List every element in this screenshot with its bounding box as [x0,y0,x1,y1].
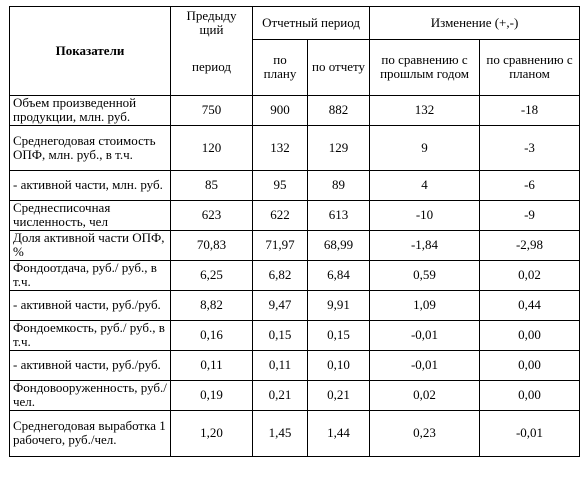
cell-previous: 1,20 [171,410,253,456]
row-name: Среднесписочная численность, чел [10,200,171,230]
cell-plan: 0,11 [253,350,308,380]
table-row [10,125,580,170]
cell-vs-previous: 4 [370,170,480,200]
table-row [10,410,580,456]
cell-vs-previous: -0,01 [370,320,480,350]
cell-actual: 613 [308,200,370,230]
cell-previous: 85 [171,170,253,200]
cell-plan: 622 [253,200,308,230]
cell-vs-previous: -10 [370,200,480,230]
cell-vs-previous: 9 [370,125,480,170]
cell-vs-plan: 0,44 [480,290,580,320]
cell-previous: 70,83 [171,230,253,260]
cell-previous: 6,25 [171,260,253,290]
cell-actual: 0,21 [308,380,370,410]
cell-vs-plan: -0,01 [480,410,580,456]
cell-vs-plan: -18 [480,95,580,125]
header-vs-previous-year: по сравнению с прошлым годом [370,39,480,95]
header-indicators: Показатели [10,7,171,96]
row-name: - активной части, млн. руб. [10,170,171,200]
row-name: Фондоотдача, руб./ руб., в т.ч. [10,260,171,290]
cell-plan: 95 [253,170,308,200]
table-row [10,350,580,380]
indicators-table [9,6,580,457]
cell-actual: 0,15 [308,320,370,350]
row-name: Фондоемкость, руб./ руб., в т.ч. [10,320,171,350]
cell-vs-previous: 0,59 [370,260,480,290]
header-change: Изменение (+,-) [370,7,580,40]
cell-previous: 8,82 [171,290,253,320]
cell-vs-previous: -0,01 [370,350,480,380]
header-actual: по отчету [308,39,370,95]
cell-vs-previous: -1,84 [370,230,480,260]
cell-actual: 9,91 [308,290,370,320]
table-row [10,170,580,200]
table-row [10,380,580,410]
cell-actual: 89 [308,170,370,200]
cell-plan: 1,45 [253,410,308,456]
cell-previous: 0,11 [171,350,253,380]
table-row [10,290,580,320]
row-name: Среднегодовая выработка 1 рабочего, руб./чел. [10,410,171,456]
cell-vs-plan: -3 [480,125,580,170]
cell-vs-previous: 132 [370,95,480,125]
cell-plan: 900 [253,95,308,125]
table-row [10,95,580,125]
table-row [10,230,580,260]
header-vs-plan: по сравнению с планом [480,39,580,95]
table-row [10,260,580,290]
cell-vs-plan: 0,00 [480,380,580,410]
cell-vs-previous: 0,02 [370,380,480,410]
row-name: Доля активной части ОПФ, % [10,230,171,260]
row-name: Среднегодовая стоимость ОПФ, млн. руб., в т.ч. [10,125,171,170]
cell-previous: 750 [171,95,253,125]
cell-vs-plan: 0,00 [480,320,580,350]
header-previous-bottom: период [171,39,253,95]
cell-plan: 9,47 [253,290,308,320]
cell-vs-plan: -6 [480,170,580,200]
cell-actual: 6,84 [308,260,370,290]
header-plan: по плану [253,39,308,95]
cell-vs-plan: -9 [480,200,580,230]
cell-actual: 1,44 [308,410,370,456]
row-name: - активной части, руб./руб. [10,290,171,320]
cell-previous: 0,16 [171,320,253,350]
cell-vs-previous: 0,23 [370,410,480,456]
header-reporting-period: Отчетный период [253,7,370,40]
row-name: Объем произведенной продукции, млн. руб. [10,95,171,125]
header-previous-top: Предыду щий [171,7,253,40]
cell-vs-previous: 1,09 [370,290,480,320]
row-name: Фондовооруженность, руб./чел. [10,380,171,410]
table-row [10,320,580,350]
cell-actual: 68,99 [308,230,370,260]
cell-actual: 882 [308,95,370,125]
cell-previous: 0,19 [171,380,253,410]
cell-previous: 120 [171,125,253,170]
cell-plan: 6,82 [253,260,308,290]
cell-vs-plan: 0,02 [480,260,580,290]
cell-plan: 71,97 [253,230,308,260]
cell-plan: 0,15 [253,320,308,350]
cell-vs-plan: -2,98 [480,230,580,260]
cell-previous: 623 [171,200,253,230]
cell-actual: 0,10 [308,350,370,380]
cell-plan: 132 [253,125,308,170]
cell-plan: 0,21 [253,380,308,410]
table-row [10,200,580,230]
row-name: - активной части, руб./руб. [10,350,171,380]
cell-actual: 129 [308,125,370,170]
cell-vs-plan: 0,00 [480,350,580,380]
